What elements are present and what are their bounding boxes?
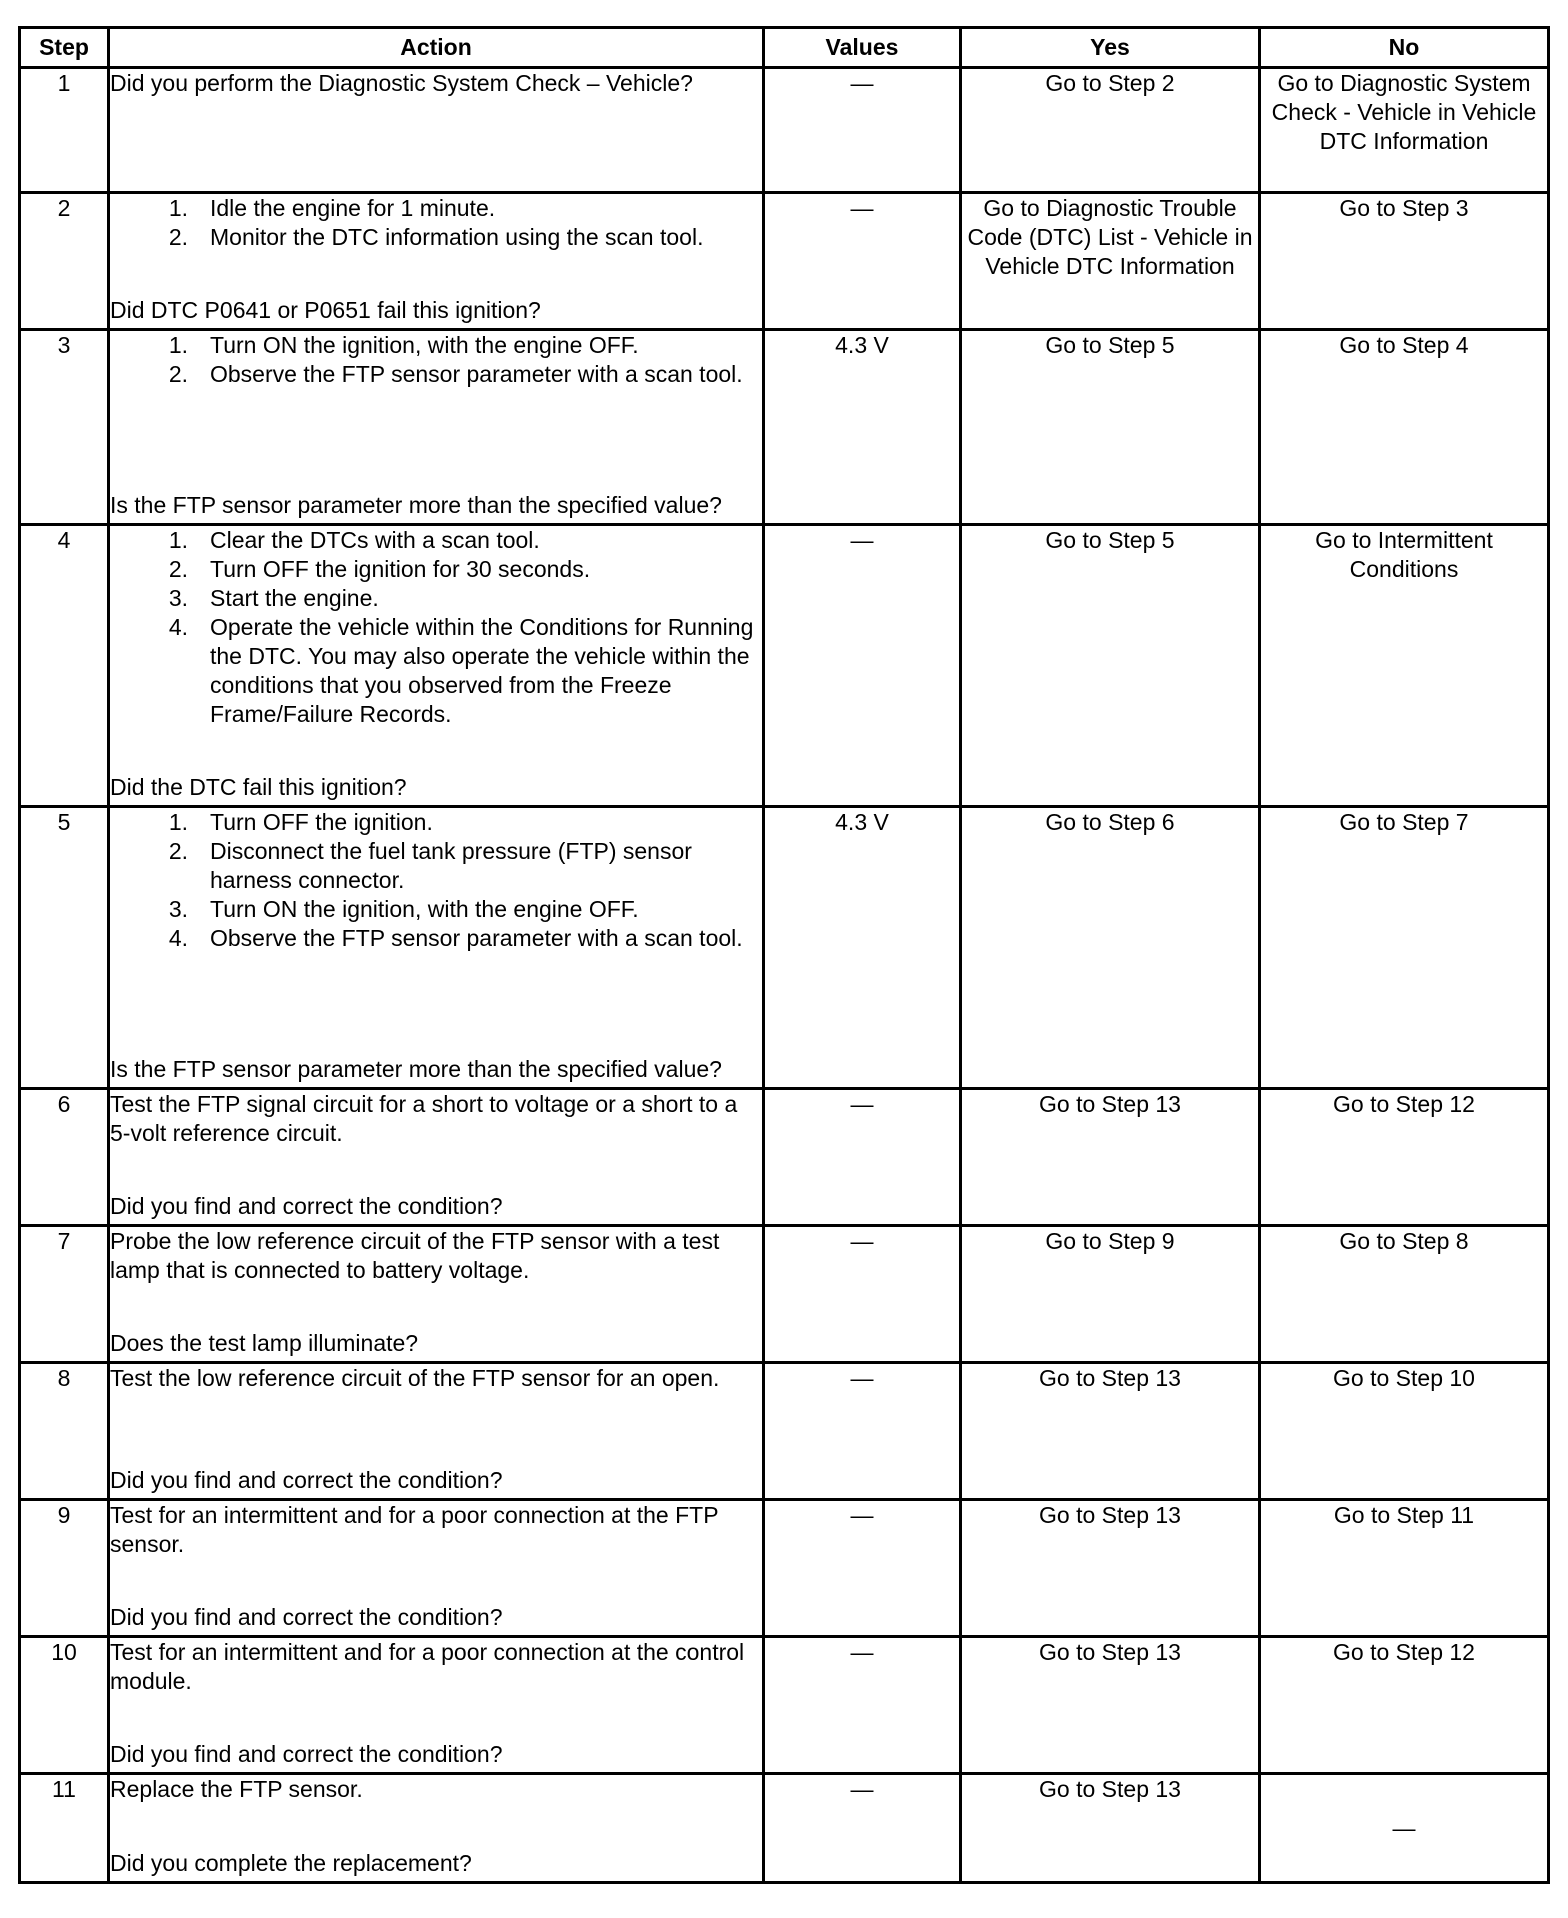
action-step-number: 1. <box>168 809 188 835</box>
action-question: Did you find and correct the condition? <box>110 1741 503 1767</box>
action-step-item <box>110 837 762 895</box>
yes-cell: Go to Step 13 <box>961 1637 1260 1774</box>
table-row <box>20 525 1549 807</box>
action-cell <box>109 1774 764 1883</box>
no-cell: Go to Step 4 <box>1260 330 1549 525</box>
action-question: Is the FTP sensor parameter more than the specified value? <box>110 1056 722 1082</box>
no-cell: Go to Step 11 <box>1260 1500 1549 1637</box>
values-cell: — <box>764 1774 961 1883</box>
yes-cell: Go to Step 6 <box>961 807 1260 1089</box>
header-action: Action <box>109 28 764 68</box>
action-step-item <box>110 223 762 252</box>
action-step-number: 2. <box>168 838 188 864</box>
values-cell: 4.3 V <box>764 807 961 1089</box>
action-step-text: Turn ON the ignition, with the engine OFF. <box>210 896 639 922</box>
action-step-number: 1. <box>168 332 188 358</box>
step-number: 8 <box>20 1363 109 1500</box>
no-cell: Go to Step 12 <box>1260 1089 1549 1226</box>
action-cell <box>109 193 764 330</box>
action-question: Did DTC P0641 or P0651 fail this ignition? <box>110 297 541 323</box>
action-step-number: 3. <box>168 585 188 611</box>
step-number: 5 <box>20 807 109 1089</box>
action-step-number: 2. <box>168 556 188 582</box>
values-cell: — <box>764 1637 961 1774</box>
yes-cell: Go to Step 13 <box>961 1363 1260 1500</box>
action-intro: Test for an intermittent and for a poor connection at the FTP sensor. <box>110 1502 719 1557</box>
action-step-text: Observe the FTP sensor parameter with a scan tool. <box>210 925 743 951</box>
action-question: Did you find and correct the condition? <box>110 1193 503 1219</box>
no-cell: Go to Step 7 <box>1260 807 1549 1089</box>
action-step-text: Turn ON the ignition, with the engine OFF. <box>210 332 639 358</box>
action-step-text: Disconnect the fuel tank pressure (FTP) sensor harness connector. <box>210 838 692 893</box>
table-row <box>20 1637 1549 1774</box>
action-steps <box>110 331 762 389</box>
action-step-item <box>110 526 762 555</box>
no-cell: — <box>1260 1774 1549 1883</box>
yes-cell: Go to Step 2 <box>961 68 1260 193</box>
step-number: 2 <box>20 193 109 330</box>
action-step-number: 4. <box>168 614 188 640</box>
action-step-item <box>110 808 762 837</box>
action-step-item <box>110 555 762 584</box>
values-cell: 4.3 V <box>764 330 961 525</box>
values-cell: — <box>764 1226 961 1363</box>
action-step-item <box>110 331 762 360</box>
values-cell: — <box>764 1363 961 1500</box>
action-steps <box>110 194 762 252</box>
action-cell <box>109 1363 764 1500</box>
table-row <box>20 1774 1549 1883</box>
action-cell <box>109 1226 764 1363</box>
header-values: Values <box>764 28 961 68</box>
step-number: 9 <box>20 1500 109 1637</box>
action-step-text: Idle the engine for 1 minute. <box>210 195 496 221</box>
yes-cell: Go to Step 5 <box>961 525 1260 807</box>
action-step-number: 4. <box>168 925 188 951</box>
action-steps <box>110 526 762 729</box>
values-cell: — <box>764 1500 961 1637</box>
action-step-text: Monitor the DTC information using the scan tool. <box>210 224 704 250</box>
table-row <box>20 1500 1549 1637</box>
action-step-number: 1. <box>168 195 188 221</box>
action-step-text: Clear the DTCs with a scan tool. <box>210 527 540 553</box>
action-step-item <box>110 584 762 613</box>
action-step-text: Operate the vehicle within the Conditions for Running the DTC. You may also operate the vehicle within the conditions that you observed from the Freeze Frame/Failure Records. <box>210 614 754 727</box>
step-number: 10 <box>20 1637 109 1774</box>
no-cell: Go to Step 3 <box>1260 193 1549 330</box>
action-step-number: 1. <box>168 527 188 553</box>
action-cell <box>109 68 764 193</box>
action-question: Does the test lamp illuminate? <box>110 1330 419 1356</box>
values-cell: — <box>764 193 961 330</box>
header-yes: Yes <box>961 28 1260 68</box>
action-question: Did the DTC fail this ignition? <box>110 774 407 800</box>
action-step-item <box>110 895 762 924</box>
values-cell: — <box>764 68 961 193</box>
header-row <box>20 28 1549 68</box>
action-step-text: Turn OFF the ignition for 30 seconds. <box>210 556 591 582</box>
header-step: Step <box>20 28 109 68</box>
action-step-item <box>110 360 762 389</box>
action-steps <box>110 808 762 953</box>
yes-cell: Go to Diagnostic Trouble Code (DTC) List - Vehicle in Vehicle DTC Information <box>961 193 1260 330</box>
action-step-item <box>110 924 762 953</box>
diagnostic-table <box>18 26 1550 1884</box>
step-number: 4 <box>20 525 109 807</box>
action-cell <box>109 525 764 807</box>
table-row <box>20 1226 1549 1363</box>
action-question: Did you find and correct the condition? <box>110 1467 503 1493</box>
action-step-text: Observe the FTP sensor parameter with a scan tool. <box>210 361 743 387</box>
no-cell: Go to Step 8 <box>1260 1226 1549 1363</box>
action-cell <box>109 1637 764 1774</box>
action-intro: Replace the FTP sensor. <box>110 1776 363 1802</box>
no-cell: Go to Intermittent Conditions <box>1260 525 1549 807</box>
action-question: Is the FTP sensor parameter more than the specified value? <box>110 492 722 518</box>
action-step-item <box>110 194 762 223</box>
step-number: 7 <box>20 1226 109 1363</box>
action-intro: Test for an intermittent and for a poor connection at the control module. <box>110 1639 745 1694</box>
header-no: No <box>1260 28 1549 68</box>
table-row <box>20 68 1549 193</box>
action-intro: Did you perform the Diagnostic System Check – Vehicle? <box>110 70 693 96</box>
action-step-number: 2. <box>168 224 188 250</box>
step-number: 3 <box>20 330 109 525</box>
step-number: 6 <box>20 1089 109 1226</box>
action-step-text: Start the engine. <box>210 585 379 611</box>
action-step-item <box>110 613 762 729</box>
yes-cell: Go to Step 13 <box>961 1774 1260 1883</box>
action-cell <box>109 330 764 525</box>
action-step-text: Turn OFF the ignition. <box>210 809 433 835</box>
values-cell: — <box>764 525 961 807</box>
no-cell: Go to Step 12 <box>1260 1637 1549 1774</box>
table-row <box>20 1089 1549 1226</box>
action-intro: Test the low reference circuit of the FTP sensor for an open. <box>110 1365 720 1391</box>
action-step-number: 2. <box>168 361 188 387</box>
action-intro: Probe the low reference circuit of the FTP sensor with a test lamp that is connected to battery voltage. <box>110 1228 720 1283</box>
action-cell <box>109 807 764 1089</box>
action-cell <box>109 1500 764 1637</box>
action-intro: Test the FTP signal circuit for a short to voltage or a short to a 5-volt reference circuit. <box>110 1091 738 1146</box>
table-row <box>20 807 1549 1089</box>
action-step-number: 3. <box>168 896 188 922</box>
step-number: 11 <box>20 1774 109 1883</box>
yes-cell: Go to Step 13 <box>961 1500 1260 1637</box>
yes-cell: Go to Step 13 <box>961 1089 1260 1226</box>
yes-cell: Go to Step 9 <box>961 1226 1260 1363</box>
table-row <box>20 193 1549 330</box>
no-cell: Go to Diagnostic System Check - Vehicle in Vehicle DTC Information <box>1260 68 1549 193</box>
yes-cell: Go to Step 5 <box>961 330 1260 525</box>
action-cell <box>109 1089 764 1226</box>
table-row <box>20 330 1549 525</box>
table-row <box>20 1363 1549 1500</box>
step-number: 1 <box>20 68 109 193</box>
no-cell: Go to Step 10 <box>1260 1363 1549 1500</box>
values-cell: — <box>764 1089 961 1226</box>
action-question: Did you complete the replacement? <box>110 1850 472 1876</box>
action-question: Did you find and correct the condition? <box>110 1604 503 1630</box>
